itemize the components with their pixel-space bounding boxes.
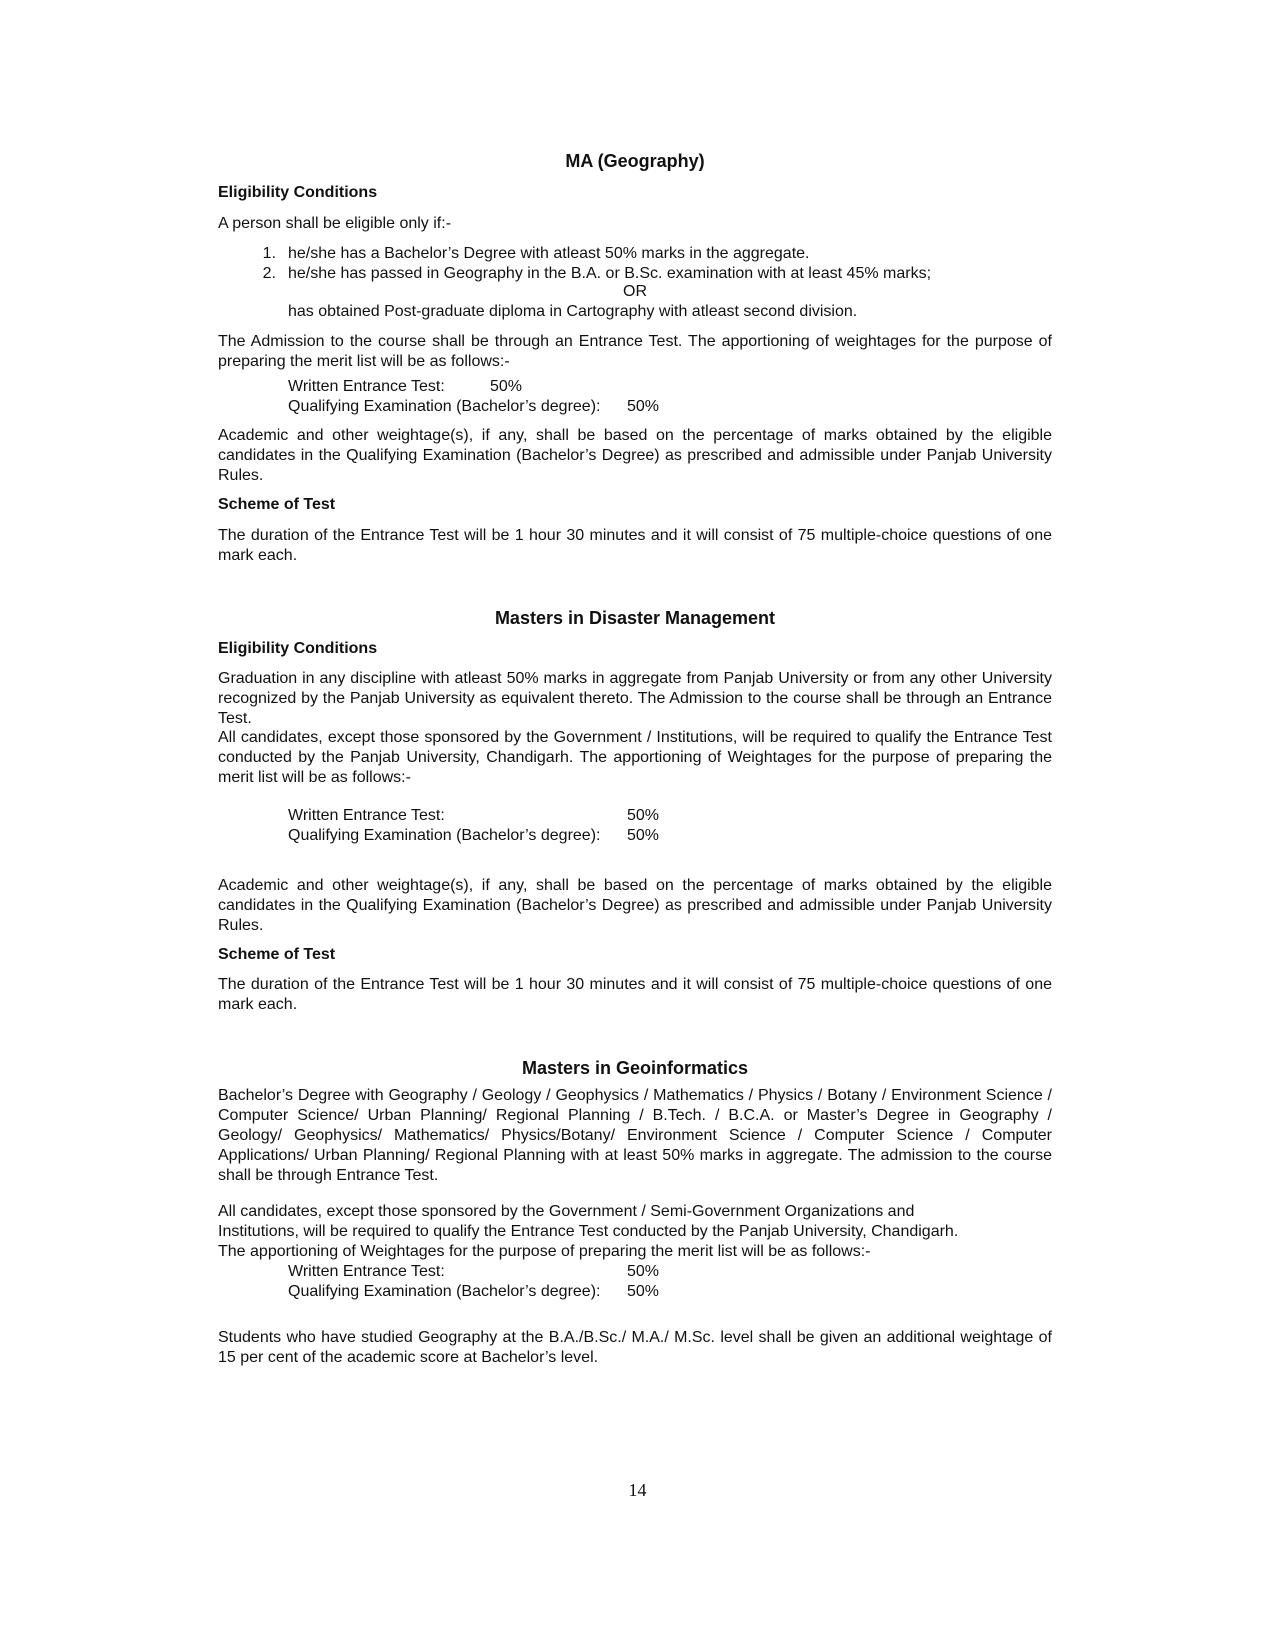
- paragraph-line: Institutions, will be required to qualify the Entrance Test conducted by the Panjab University, Chandigarh.: [218, 1223, 959, 1240]
- list-text: he/she has passed in Geography in the B.A. or B.Sc. examination with at least 45% marks;: [288, 265, 932, 282]
- weight-value: 50%: [627, 1263, 660, 1280]
- weight-row: [288, 806, 659, 826]
- section-title-geoinformatics: Masters in Geoinformatics: [521, 1058, 749, 1078]
- section-title-ma-geography: MA (Geography): [565, 151, 705, 171]
- eligibility-paragraph: Graduation in any discipline with atleast 50% marks in aggregate from Panjab University or from any other University recognized by the Panjab University as equivalent thereto. The Admission to the course shall be through an Entrance Test.: [218, 670, 1052, 727]
- section-title-disaster-management: Masters in Disaster Management: [494, 608, 776, 628]
- candidates-paragraph: All candidates, except those sponsored by the Government / Institutions, will be required to qualify the Entrance Test conducted by the Panjab University, Chandigarh. The apportioning of Weightages for the purpose of preparing the merit list will be as follows:-: [218, 729, 1052, 786]
- scheme-heading: Scheme of Test: [218, 946, 336, 963]
- weightage-table: [288, 377, 659, 417]
- weightage-table: [288, 806, 659, 846]
- paragraph-line: The apportioning of Weightages for the purpose of preparing the merit list will be as follows:-: [218, 1243, 871, 1260]
- weight-row: [288, 377, 659, 397]
- page-number: 14: [628, 1480, 647, 1500]
- weight-label: Qualifying Examination (Bachelor’s degree):: [288, 827, 601, 844]
- scheme-heading: Scheme of Test: [218, 496, 336, 513]
- weight-label: Qualifying Examination (Bachelor’s degree):: [288, 1283, 601, 1300]
- weight-row: [288, 1262, 659, 1282]
- eligibility-list: [218, 244, 1052, 284]
- weight-label: Qualifying Examination (Bachelor’s degree):: [288, 398, 601, 415]
- eligibility-heading: Eligibility Conditions: [218, 184, 378, 201]
- admission-text: The Admission to the course shall be through an Entrance Test. The apportioning of weightages for the purpose of preparing the merit list will be as follows:-: [218, 333, 1052, 370]
- weight-row: [288, 397, 659, 417]
- scheme-text: The duration of the Entrance Test will be 1 hour 30 minutes and it will consist of 75 multiple-choice questions of one mark each.: [218, 976, 1052, 1013]
- weight-row: [288, 1282, 659, 1302]
- list-item: [218, 264, 1052, 284]
- weight-value: 50%: [627, 827, 660, 844]
- weightage-table: [288, 1262, 659, 1302]
- list-item: [218, 244, 1052, 264]
- academic-weightage-text: Academic and other weightage(s), if any, shall be based on the percentage of marks obtained by the eligible candidates in the Qualifying Examination (Bachelor’s Degree) as prescribed and admissible under Panjab University Rules.: [218, 877, 1052, 934]
- weight-row: [288, 826, 659, 846]
- weight-label: Written Entrance Test:: [288, 378, 445, 395]
- eligibility-heading: Eligibility Conditions: [218, 640, 378, 657]
- list-number: 1.: [262, 245, 276, 262]
- weight-label: Written Entrance Test:: [288, 1263, 445, 1280]
- list-text: he/she has a Bachelor’s Degree with atleast 50% marks in the aggregate.: [288, 245, 810, 262]
- weight-label: Written Entrance Test:: [288, 807, 445, 824]
- alternative-condition: has obtained Post-graduate diploma in Cartography with atleast second division.: [288, 303, 858, 320]
- or-separator: OR: [623, 283, 647, 300]
- weight-value: 50%: [627, 398, 660, 415]
- weight-value: 50%: [627, 1283, 660, 1300]
- scheme-text: The duration of the Entrance Test will be 1 hour 30 minutes and it will consist of 75 multiple-choice questions of one mark each.: [218, 527, 1052, 564]
- eligibility-paragraph: Bachelor’s Degree with Geography / Geology / Geophysics / Mathematics / Physics / Botany / Environment Science / Computer Science/ Urban Planning/ Regional Planning / B.Tech. / B.C.A. or Master’s Degree in Geography / Geology/ Geophysics/ Mathematics/ Physics/Botany/ Environment Science / Computer Science / Computer Applications/ Urban Planning/ Regional Planning with at least 50% marks in aggregate. The admission to the course shall be through Entrance Test.: [218, 1087, 1052, 1184]
- list-number: 2.: [262, 265, 276, 282]
- paragraph-line: All candidates, except those sponsored by the Government / Semi-Government Organizations and: [218, 1203, 915, 1220]
- candidates-paragraph: [218, 1202, 1052, 1262]
- academic-weightage-text: Academic and other weightage(s), if any, shall be based on the percentage of marks obtained by the eligible candidates in the Qualifying Examination (Bachelor’s Degree) as prescribed and admissible under Panjab University Rules.: [218, 427, 1052, 484]
- weight-value: 50%: [627, 807, 660, 824]
- additional-weightage-text: Students who have studied Geography at the B.A./B.Sc./ M.A./ M.Sc. level shall be given an additional weightage of 15 per cent of the academic score at Bachelor’s level.: [218, 1329, 1052, 1366]
- weight-value: 50%: [490, 378, 523, 395]
- intro-text: A person shall be eligible only if:-: [218, 215, 452, 232]
